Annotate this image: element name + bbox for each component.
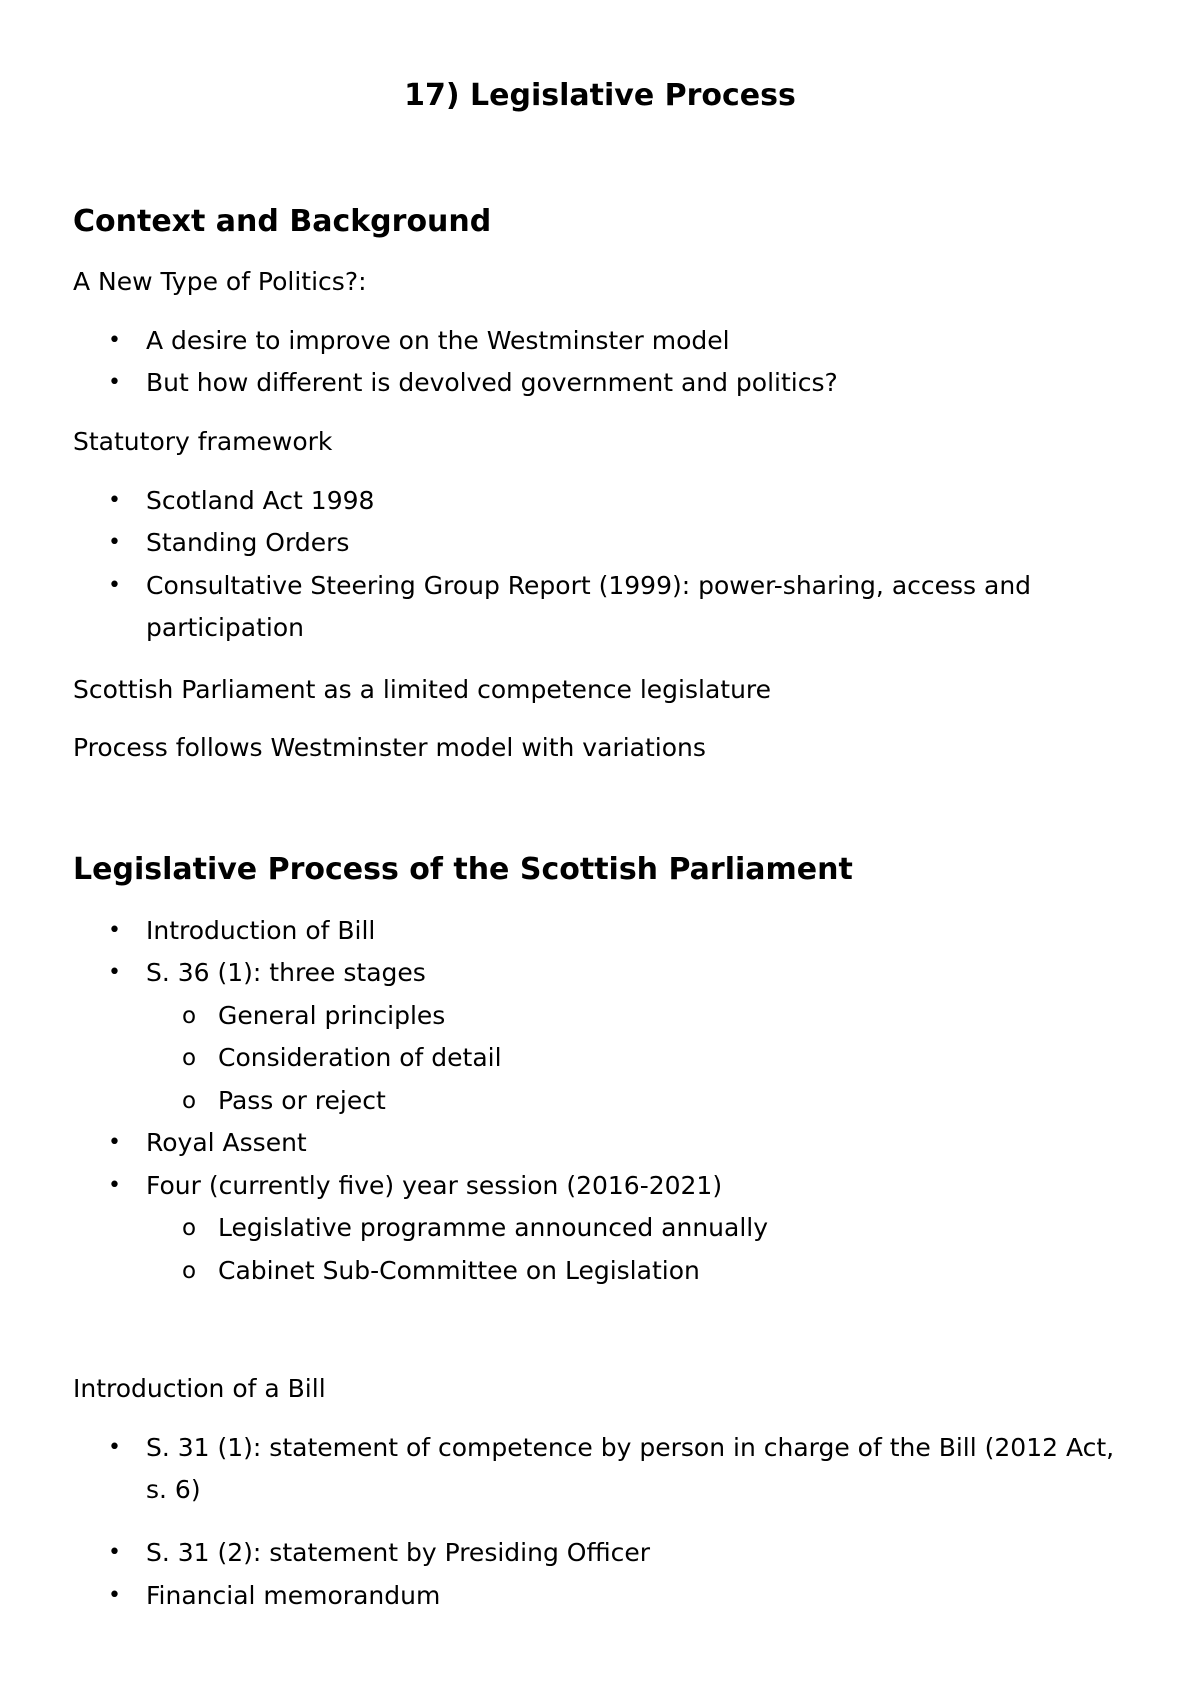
list-item-text: S. 36 (1): three stages [146,958,426,987]
sub-list-item-text: Legislative programme announced annually [218,1213,769,1242]
sub-list-item [182,1250,700,1292]
list-item-text: Scotland Act 1998 [146,486,375,515]
paragraph-introduction-of-bill: Introduction of a Bill [73,1374,326,1403]
bullet-icon: • [108,918,121,943]
sub-list-item-text: Pass or reject [218,1086,386,1115]
heading-legislative-process: Legislative Process of the Scottish Parliament [73,852,853,887]
bullet-icon: • [108,960,121,985]
bullet-icon: • [108,530,121,555]
list-item-text: Consultative Steering Group Report (1999): power-sharing, access and participation [146,571,1032,642]
paragraph-limited-competence: Scottish Parliament as a limited competence legislature [73,675,772,704]
bullet-icon: • [108,370,121,395]
list-item-text: Standing Orders [146,528,350,557]
list-item-text: Financial memorandum [146,1581,441,1610]
list-item [108,952,1126,994]
list-item [108,910,1126,952]
list-item-text: S. 31 (1): statement of competence by person in charge of the Bill (2012 Act, s. 6) [146,1433,1115,1504]
list-item-text: But how different is devolved government and politics? [146,368,838,397]
list-item [108,1575,1126,1617]
bullet-icon: • [108,1173,121,1198]
list-item [108,1122,1126,1164]
list-item [108,320,1126,362]
bullet-icon: • [108,488,121,513]
circle-bullet-icon: o [182,1045,197,1071]
list-item [108,1165,1126,1207]
list-item-text: Royal Assent [146,1128,307,1157]
sub-list-item-text: Consideration of detail [218,1043,502,1072]
paragraph-statutory-framework: Statutory framework [73,427,333,456]
bullet-icon: • [108,1540,121,1565]
list-item [108,480,1126,522]
bullet-icon: • [108,573,121,598]
paragraph-new-type-politics: A New Type of Politics?: [73,267,367,296]
list-item [108,1427,1126,1511]
list-item-text: S. 31 (2): statement by Presiding Officer [146,1538,651,1567]
list-item [108,362,1126,404]
list-item-text: Four (currently five) year session (2016-2021) [146,1171,723,1200]
paragraph-westminster-variations: Process follows Westminster model with variations [73,733,706,762]
heading-context-background: Context and Background [73,204,492,239]
bullet-icon: • [108,1435,121,1460]
list-item [108,565,1126,649]
bullet-icon: • [108,328,121,353]
bullet-icon: • [108,1583,121,1608]
list-item-text: Introduction of Bill [146,916,376,945]
list-item [108,522,1126,564]
circle-bullet-icon: o [182,1215,197,1241]
sub-list-item-text: General principles [218,1001,446,1030]
bullet-icon: • [108,1130,121,1155]
circle-bullet-icon: o [182,1003,197,1029]
sub-list-item [182,1207,769,1249]
sub-list-item-text: Cabinet Sub-Committee on Legislation [218,1256,700,1285]
sub-list-item [182,1080,386,1122]
circle-bullet-icon: o [182,1088,197,1114]
sub-list-item [182,995,446,1037]
circle-bullet-icon: o [182,1258,197,1284]
page-title: 17) Legislative Process [404,78,796,113]
list-item [108,1532,1126,1574]
sub-list-item [182,1037,502,1079]
list-item-text: A desire to improve on the Westminster model [146,326,730,355]
